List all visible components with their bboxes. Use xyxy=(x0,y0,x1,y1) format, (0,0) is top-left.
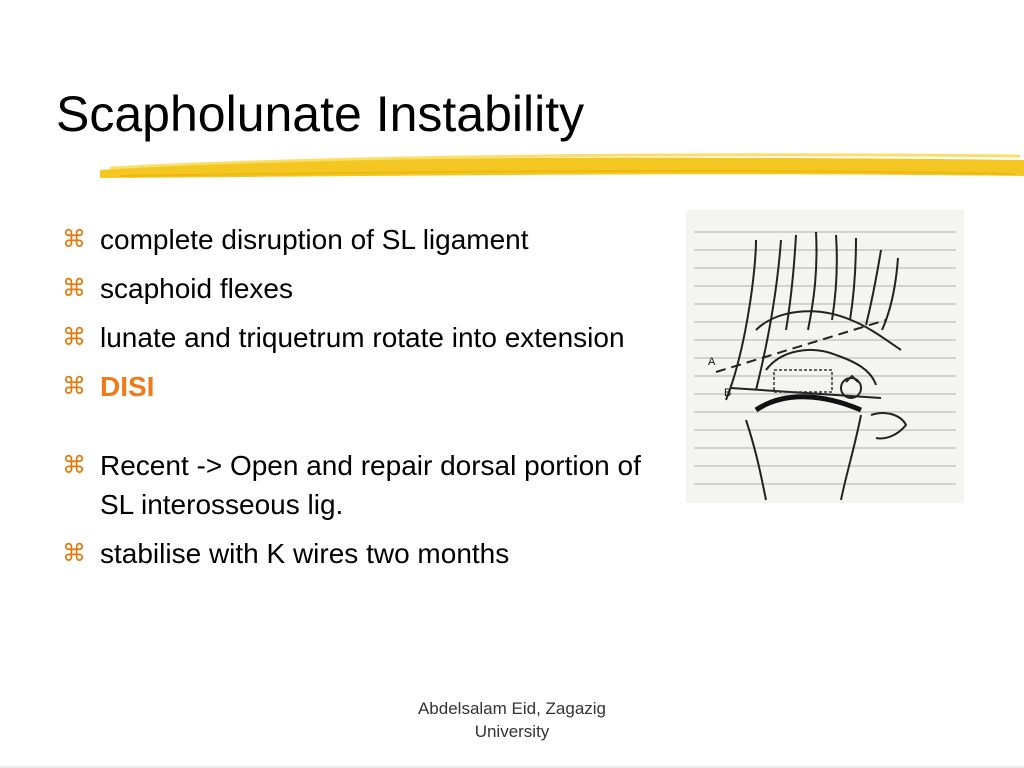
bullet-item-highlight xyxy=(62,367,662,406)
bullet-text: DISI xyxy=(100,371,155,402)
command-bullet-icon: ⌘ xyxy=(62,274,86,302)
wrist-xray-illustration xyxy=(686,210,964,503)
slide-title: Scapholunate Instability xyxy=(56,86,585,142)
title-underline-brush xyxy=(100,146,1024,188)
bullet-text: lunate and triquetrum rotate into extension xyxy=(100,322,625,353)
command-bullet-icon: ⌘ xyxy=(62,539,86,567)
bullet-list xyxy=(62,220,662,583)
bullet-text: scaphoid flexes xyxy=(100,273,294,304)
command-bullet-icon: ⌘ xyxy=(62,451,86,479)
command-bullet-icon: ⌘ xyxy=(62,323,86,351)
slide-footer: Abdelsalam Eid, Zagazig University xyxy=(417,699,607,741)
bullet-item xyxy=(62,269,662,308)
command-bullet-icon: ⌘ xyxy=(62,225,86,253)
bullet-item xyxy=(62,318,662,357)
bullet-text: stabilise with K wires two months xyxy=(100,538,510,569)
bullet-item xyxy=(62,534,662,573)
bullet-item xyxy=(62,446,662,524)
bullet-text: complete disruption of SL ligament xyxy=(100,224,529,255)
bullet-text: Recent -> Open and repair dorsal portion of SL interosseous lig. xyxy=(100,450,641,520)
command-bullet-icon: ⌘ xyxy=(62,372,86,400)
figure-label-a: A xyxy=(708,356,716,368)
bullet-item xyxy=(62,220,662,259)
figure-label-b: B xyxy=(724,387,732,399)
